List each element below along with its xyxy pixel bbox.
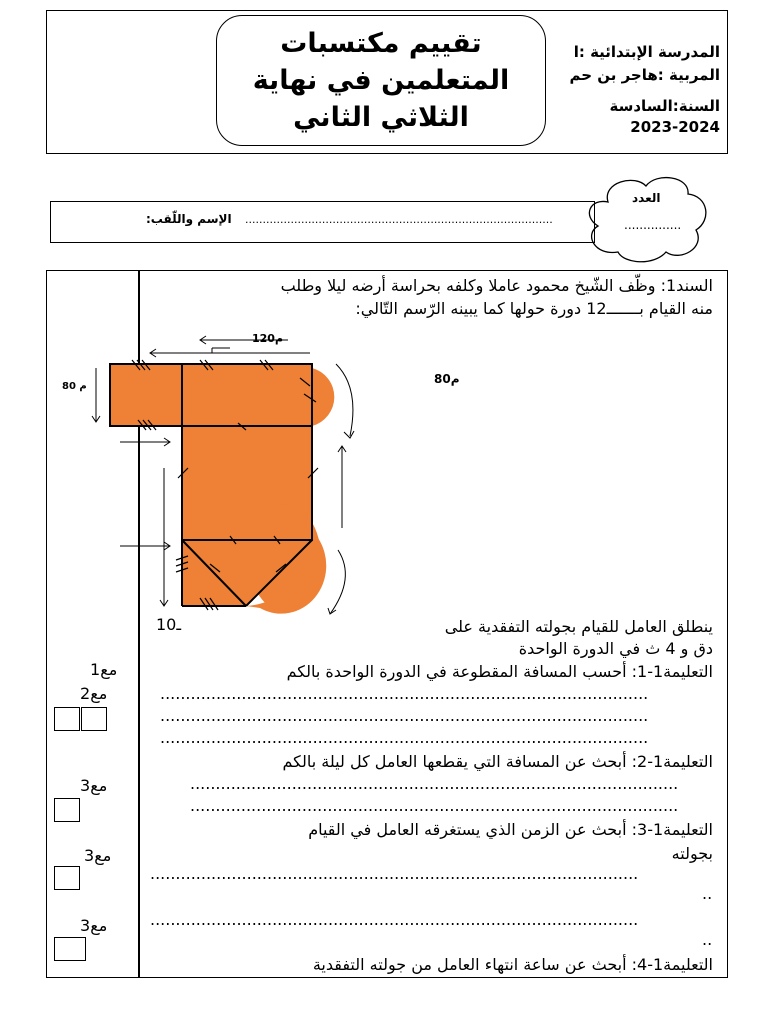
teacher-name: المربية :هاجر بن حم bbox=[569, 66, 720, 84]
score-box-c3a[interactable] bbox=[54, 798, 80, 822]
answer-line-2a[interactable]: ................................................................................................ bbox=[190, 774, 679, 793]
answer-line-3a[interactable]: ................................................................................................ bbox=[150, 864, 639, 883]
answer-line-1a[interactable]: ................................................................................................ bbox=[160, 684, 649, 703]
question-2: التعليمة1-2: أبحث عن المسافة التي يقطعها العامل كل ليلة بالكم bbox=[282, 752, 713, 771]
problem-line-1: السند1: وظّف الشّيخ محمود عاملا وكلفه بحراسة أرضه ليلا وطلب bbox=[280, 276, 713, 295]
score-box-c3c[interactable] bbox=[54, 937, 86, 961]
land-diagram bbox=[60, 328, 460, 620]
name-label: الإسم واللّقب: bbox=[146, 212, 232, 226]
question-3a: التعليمة1-3: أبحث عن الزمن الذي يستغرقه العامل في القيام bbox=[308, 820, 713, 839]
grade-label: السنة:السادسة bbox=[609, 97, 720, 115]
criterion-2: مع2 bbox=[80, 684, 108, 703]
score-blank[interactable]: ............... bbox=[624, 218, 682, 232]
criterion-3b: مع3 bbox=[84, 846, 112, 865]
start-line: ينطلق العامل للقيام بجولته التفقدية على bbox=[444, 617, 713, 636]
width-label-80-right: 80م bbox=[434, 372, 460, 386]
problem-line-2: منه القيام بـــــــ12 دورة حولها كما يبينه الرّسم التّالي: bbox=[355, 299, 713, 318]
name-dots[interactable]: ........................................................................................ bbox=[245, 213, 553, 226]
score-box-c2[interactable] bbox=[81, 707, 107, 731]
answer-line-3b-tail: .. bbox=[702, 930, 713, 949]
answer-line-3b[interactable]: ................................................................................................ bbox=[150, 910, 639, 929]
criterion-1: مع1 bbox=[90, 660, 118, 679]
score-box-c1[interactable] bbox=[54, 707, 80, 731]
start-line-fragment: ـ10 bbox=[156, 615, 182, 634]
answer-line-2b[interactable]: ................................................................................................ bbox=[190, 796, 679, 815]
start-line-tail: دق و 4 ث في الدورة الواحدة bbox=[518, 639, 713, 658]
answer-line-3a-tail: .. bbox=[702, 884, 713, 903]
question-1: التعليمة1-1: أحسب المسافة المقطوعة في الدورة الواحدة بالكم bbox=[286, 662, 713, 681]
length-label-120: 120م bbox=[252, 332, 284, 345]
question-4: التعليمة1-4: أبحث عن ساعة انتهاء العامل من جولته التفقدية bbox=[312, 955, 713, 974]
question-3b: بجولته bbox=[671, 844, 713, 863]
page-title: تقييم مكتسبات المتعلمين في نهاية الثلاثي الثاني bbox=[216, 15, 546, 146]
answer-line-1b[interactable]: ................................................................................................ bbox=[160, 706, 649, 725]
school-name: المدرسة الإبتدائية :ا bbox=[573, 43, 720, 61]
criterion-3a: مع3 bbox=[80, 776, 108, 795]
criterion-3c: مع3 bbox=[80, 916, 108, 935]
answer-line-1c[interactable]: ................................................................................................ bbox=[160, 728, 649, 747]
score-box-c3b[interactable] bbox=[54, 866, 80, 890]
score-label: العدد bbox=[632, 191, 661, 205]
width-label-80-left: 80 م bbox=[62, 381, 87, 392]
school-year: 2023-2024 bbox=[630, 118, 720, 136]
